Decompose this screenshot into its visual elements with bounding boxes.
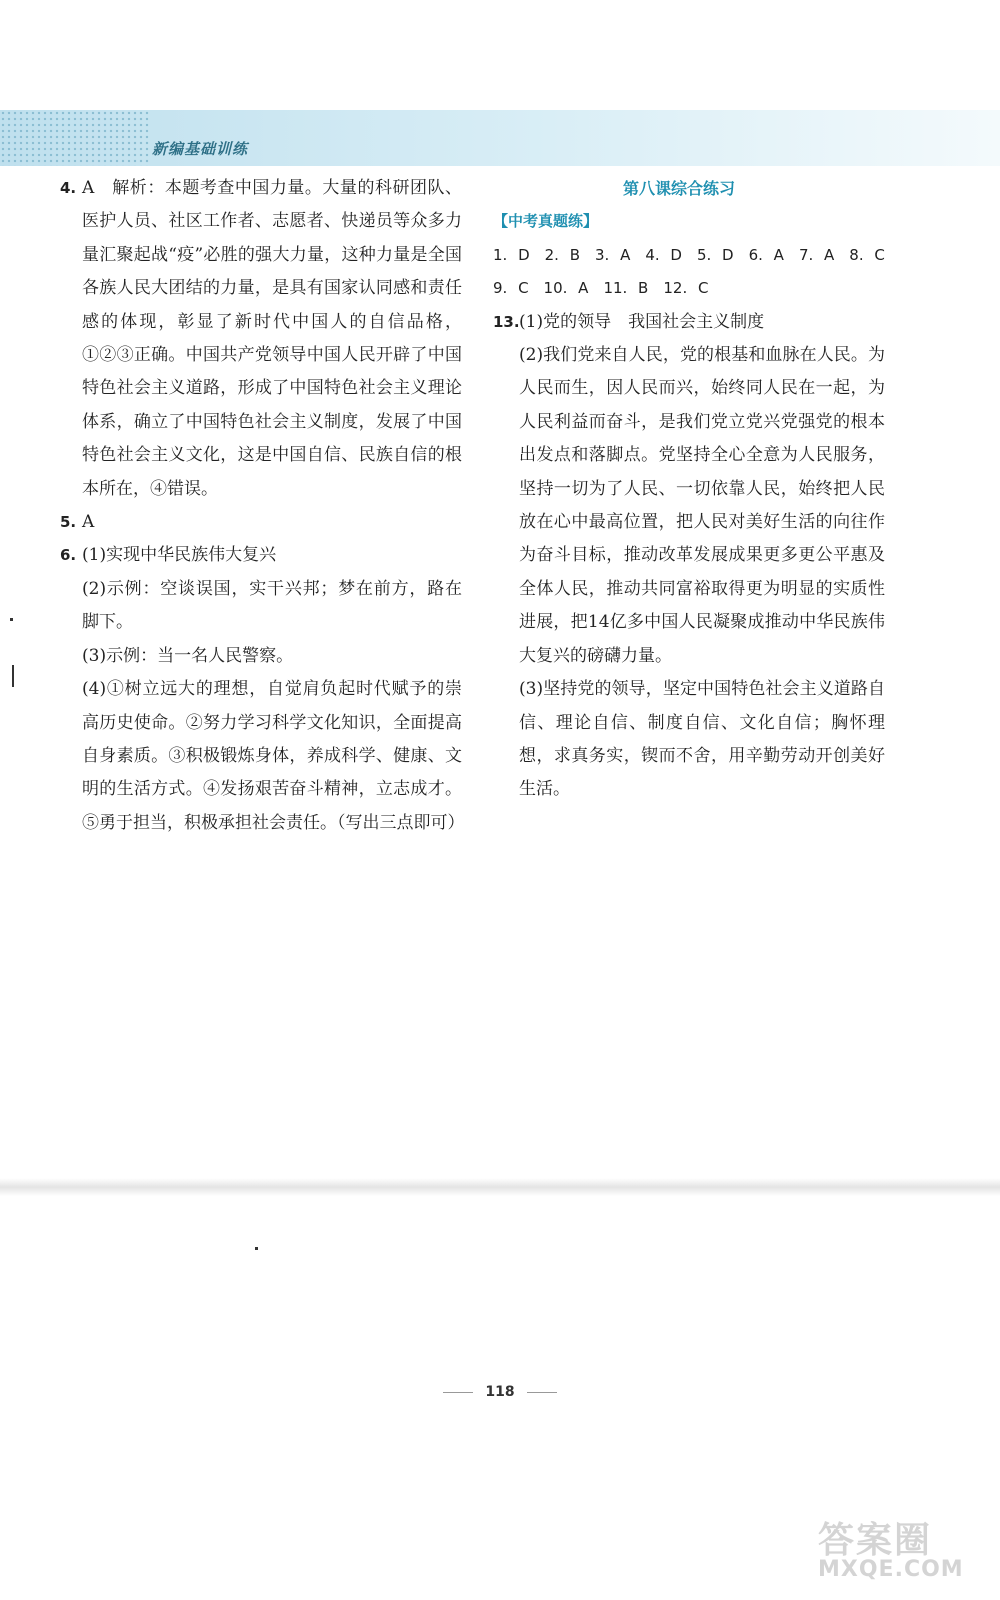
left-column (60, 172, 465, 840)
answer-item-6 (60, 539, 465, 840)
section-tag: 【中考真题练】 (493, 212, 599, 231)
watermark-logo (818, 1512, 988, 1592)
sub-answer-3: (3)坚持党的领导，坚定中国特色社会主义道路自信、理论自信、制度自信、文化自信；胸怀理想，求真务实，锲而不舍，用辛勤劳动开创美好生活。 (519, 679, 885, 800)
answer-text: A 解析：本题考查中国力量。大量的科研团队、医护人员、社区工作者、志愿者、快递员等众多力量汇聚起战“疫”必胜的强大力量，这种力量是全国各族人民大团结的力量，是具有国家认同感和责任感的体现，彰显了新时代中国人的自信品格，①②③正确。中国共产党领导中国人民开辟了中国特色社会主义道路，形成了中国特色社会主义理论体系，确立了中国特色社会主义制度，发展了中国特色社会主义文化，这是中国自信、民族自信的根本所在，④错误。 (82, 178, 462, 499)
sub-answer-2: (2)示例：空谈误国，实干兴邦；梦在前方，路在脚下。 (82, 578, 462, 633)
right-column (493, 172, 885, 807)
scan-mark (12, 665, 14, 687)
book-series-title: 新编基础训练 (152, 140, 249, 158)
scan-speck (10, 618, 13, 621)
sub-answer-2: (2)我们党来自人民，党的根基和血脉在人民。为人民而生，因人民而兴，始终同人民在一起，为人民利益而奋斗，是我们党立党兴党强党的根本出发点和落脚点。党坚持全心全意为人民服务，坚持一切为了人民、一切依靠人民，始终把人民放在心中最高位置，把人民对美好生活的向往作为奋斗目标，推动改革发展成果更多更公平惠及全体人民，推动共同富裕取得更为明显的实质性进展，把14亿多中国人民凝聚成推动中华民族伟大复兴的磅礴力量。 (519, 345, 885, 666)
page-fold-shadow (0, 1178, 1000, 1196)
sub-answer-1: (1)党的领导 我国社会主义制度 (519, 311, 765, 332)
watermark-text: 答案圈 (818, 1520, 933, 1561)
question-number: 6. (60, 546, 77, 565)
header-band (0, 110, 1000, 166)
question-number: 4. (60, 179, 77, 197)
header-dot-pattern (0, 110, 150, 166)
page-number (0, 1384, 1000, 1400)
question-number: 13. (493, 312, 520, 331)
page-number-text: 118 (485, 1384, 515, 1400)
section-title: 第八课综合练习 (623, 179, 736, 198)
scan-speck (255, 1247, 258, 1250)
answer-item-5 (60, 506, 462, 539)
sub-answer-4: (4)①树立远大的理想，自觉肩负起时代赋予的崇高历史使命。②努力学习科学文化知识，全面提高自身素质。③积极锻炼身体，养成科学、健康、文明的生活方式。④发扬艰苦奋斗精神，立志成才。⑤勇于担当，积极承担社会责任。（写出三点即可） (82, 679, 465, 833)
sub-answer-1: (1)实现中华民族伟大复兴 (82, 545, 277, 566)
page-number-dash (443, 1392, 473, 1393)
answer-item-13 (493, 306, 885, 807)
watermark-url: MXQE.COM (818, 1557, 964, 1582)
sub-answer-3: (3)示例：当一名人民警察。 (82, 645, 294, 666)
choice-answers-line-2: 9. C 10. A 11. B 12. C (493, 279, 709, 298)
choice-answers-line-1: 1. D 2. B 3. A 4. D 5. D 6. A 7. A 8. C (493, 245, 885, 264)
answer-text: A (82, 512, 95, 533)
page-number-dash (527, 1392, 557, 1393)
answer-item-4 (60, 172, 462, 506)
question-number: 5. (60, 513, 77, 532)
